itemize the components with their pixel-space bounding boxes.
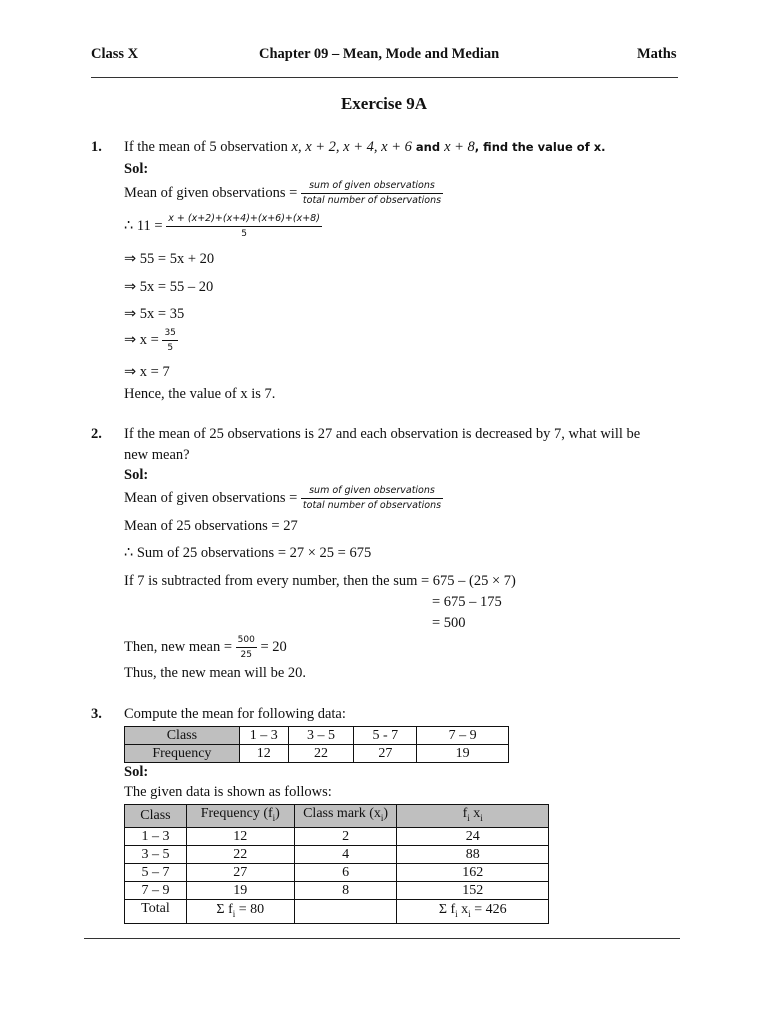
- table-cell: 7 – 9: [125, 881, 187, 899]
- q2-line-a: Mean of 25 observations = 27: [124, 518, 298, 534]
- q2-text-a: If the mean of 25 observations is 27 and each observation is decreased by 7, what will be: [124, 426, 641, 442]
- q2-text-b: new mean?: [124, 447, 190, 463]
- q2-mean-formula: [124, 485, 443, 512]
- q3-solution-table: [124, 804, 549, 924]
- q1-mean-fraction: [301, 180, 443, 207]
- table-header-cell: Class mark $(x_i)$: [294, 805, 397, 828]
- table-row: [125, 881, 549, 899]
- q1-mean-label: Mean of given observations =: [124, 185, 301, 201]
- table-cell: 3 – 5: [125, 845, 187, 863]
- q2-line-c: If 7 is subtracted from every number, then the sum = 675 – (25 × 7): [124, 573, 516, 589]
- table-cell: 19: [417, 745, 509, 763]
- q1-step4-num: 35: [162, 327, 177, 341]
- q3-number: 3.: [91, 706, 102, 722]
- table-cell: 7 – 9: [417, 727, 509, 745]
- table-cell: [294, 899, 397, 923]
- q1-line11-num: x + (x+2)+(x+4)+(x+6)+(x+8): [166, 213, 322, 227]
- q1-step-1: ⇒ 55 = 5x + 20: [124, 251, 215, 267]
- header-subject: Maths: [637, 46, 677, 62]
- table-header-row: [125, 805, 549, 828]
- q1-step-2: ⇒ 5x = 55 – 20: [124, 279, 214, 295]
- q1-expr2: x + 8: [444, 139, 475, 155]
- q1-step-3: ⇒ 5x = 35: [124, 306, 185, 322]
- q1-conclusion: Hence, the value of x is 7.: [124, 386, 276, 402]
- table-cell: Σ $f_i = 80$: [186, 899, 294, 923]
- table-cell: 12: [239, 745, 288, 763]
- q1-step4-label: ⇒ x =: [124, 332, 163, 348]
- header-class: Class X: [91, 46, 139, 62]
- header-rule: [91, 77, 678, 78]
- table-cell: 5 - 7: [354, 727, 417, 745]
- table-row: [125, 845, 549, 863]
- table-row: [125, 727, 509, 745]
- table-cell: 24: [397, 827, 549, 845]
- q2-line-d: = 675 – 175: [432, 594, 502, 610]
- q1-sol-label: Sol:: [124, 161, 149, 177]
- table-cell: 5 – 7: [125, 863, 187, 881]
- q1-line-11: [124, 213, 322, 240]
- table-cell: 6: [294, 863, 397, 881]
- table-cell: 88: [397, 845, 549, 863]
- q1-frac-den: total number of observations: [302, 195, 442, 206]
- table-cell: 8: [294, 881, 397, 899]
- q2-conclusion: Thus, the new mean will be 20.: [124, 665, 307, 681]
- q2-sol-label: Sol:: [124, 467, 149, 483]
- table-cell: 162: [397, 863, 549, 881]
- q2-line-e: = 500: [432, 615, 466, 631]
- q2-newmean-result: = 20: [256, 639, 287, 655]
- q1-mean-formula: [124, 180, 443, 207]
- q1-and: and: [411, 140, 445, 154]
- q2-frac-den: total number of observations: [302, 500, 442, 511]
- q2-new-mean: [124, 634, 287, 661]
- q2-mean-label: Mean of given observations =: [124, 490, 301, 506]
- table-cell: Σ $f_i$ $x_i = 426$: [397, 899, 549, 923]
- table-cell: 19: [186, 881, 294, 899]
- q1-number: 1.: [91, 139, 102, 155]
- table-cell: 4: [294, 845, 397, 863]
- table-cell: 3 – 5: [288, 727, 354, 745]
- table-row: [125, 745, 509, 763]
- q2-number: 2.: [91, 426, 102, 442]
- header-chapter: Chapter 09 – Mean, Mode and Median: [259, 46, 500, 62]
- q2-newmean-den: 25: [240, 650, 252, 660]
- table-cell: 22: [288, 745, 354, 763]
- table-cell: Class: [125, 727, 240, 745]
- q1-expr: x, x + 2, x + 4, x + 6: [291, 139, 412, 155]
- table-cell: 2: [294, 827, 397, 845]
- table-cell: 152: [397, 881, 549, 899]
- q3-sol-label: Sol:: [124, 764, 149, 780]
- q1-frac-num: sum of given observations: [301, 180, 443, 194]
- table-cell: 27: [354, 745, 417, 763]
- q2-newmean-label: Then, new mean =: [124, 639, 236, 655]
- q3-given: The given data is shown as follows:: [124, 784, 332, 800]
- q2-line-b: ∴ Sum of 25 observations = 27 × 25 = 675: [124, 545, 372, 561]
- table-cell: 12: [186, 827, 294, 845]
- q2-newmean-num: 500: [236, 634, 257, 648]
- q1-line11-fraction: [166, 213, 322, 240]
- table-header-cell: Frequency $(f_i)$: [186, 805, 294, 828]
- q2-newmean-fraction: [236, 634, 257, 661]
- table-cell: 1 – 3: [125, 827, 187, 845]
- page-title: Exercise 9A: [340, 94, 428, 113]
- table-row: [125, 863, 549, 881]
- q2-frac-num: sum of given observations: [301, 485, 443, 499]
- table-cell: Frequency: [125, 745, 240, 763]
- q3-data-table: [124, 726, 509, 763]
- table-cell: 27: [186, 863, 294, 881]
- q1-text: [124, 139, 606, 156]
- footer-rule: [84, 938, 680, 939]
- q1-step-5: ⇒ x = 7: [124, 364, 170, 380]
- table-cell: Total: [125, 899, 187, 923]
- q3-text: Compute the mean for following data:: [124, 706, 346, 722]
- q1-line11-den: 5: [241, 229, 247, 239]
- table-row: [125, 827, 549, 845]
- q2-mean-fraction: [301, 485, 443, 512]
- q1-step4-fraction: [162, 327, 177, 354]
- table-header-cell: $f_i$ $x_i$: [397, 805, 549, 828]
- q1-text-a: If the mean of 5 observation: [124, 139, 292, 155]
- table-cell: 22: [186, 845, 294, 863]
- table-cell: 1 – 3: [239, 727, 288, 745]
- table-total-row: [125, 899, 549, 923]
- table-header-cell: Class: [125, 805, 187, 828]
- q1-text-b: , find the value of x.: [474, 140, 606, 154]
- q1-step-4: [124, 327, 178, 354]
- q1-step4-den: 5: [167, 343, 174, 353]
- q1-line11-label: ∴ 11 =: [124, 218, 167, 234]
